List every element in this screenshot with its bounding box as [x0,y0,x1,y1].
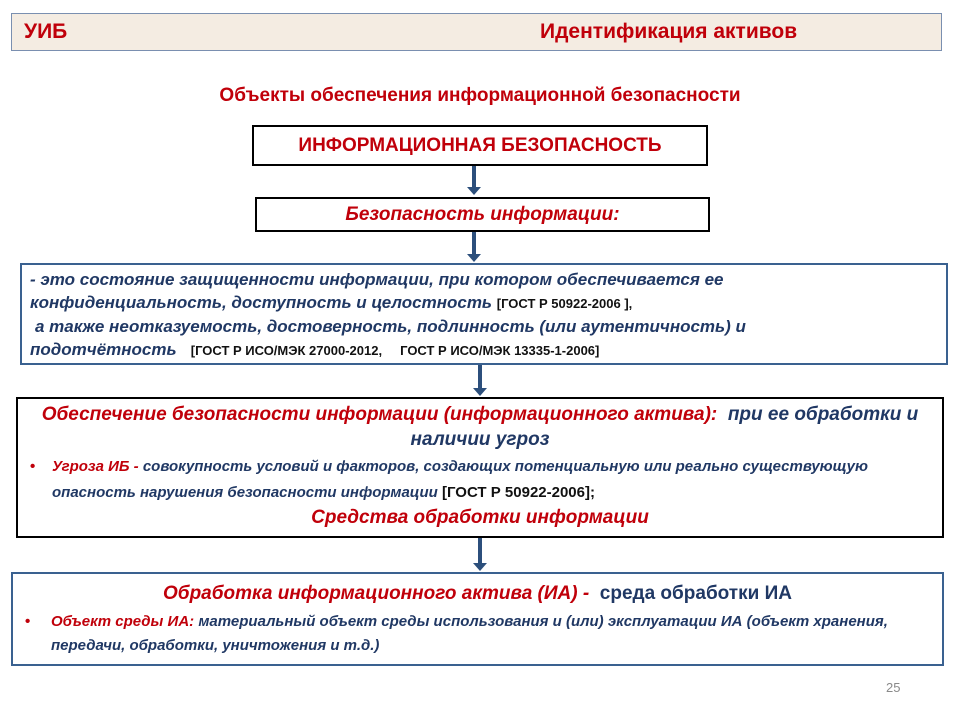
ensuring-security-title [26,402,934,452]
threat-bullet [26,454,934,506]
box-definition [20,263,948,365]
box-information-security-text: ИНФОРМАЦИОННАЯ БЕЗОПАСНОСТЬ [298,135,662,156]
page-number: 25 [886,680,901,695]
ensuring-security-title-red: Обеспечение безопасности информации (информационного актива): [41,404,718,425]
box-ensuring-security [16,397,944,538]
slide-header [11,13,942,51]
box-security-of-information-text: Безопасность информации: [345,204,620,225]
asset-processing-title-red: Обработка информационного актива (ИА) - [163,583,590,604]
arrow-down-1 [472,166,476,188]
threat-bullet-text: совокупность условий и факторов, создающих потенциальную или реально существующую опасность нарушения безопасности информации [52,458,868,501]
arrow-down-4 [478,538,482,564]
processing-means-label: Средства обработки информации [311,507,649,528]
arrow-down-3 [478,365,482,389]
bullet-dot-icon: • [30,458,36,475]
environment-object-text: материальный объект среды использования и (или) эксплуатации ИА (объект хранения, передачи, обработки, уничтожения и т.д.) [51,613,888,654]
header-left-label: УИБ [24,20,68,43]
environment-object-bullet [21,610,934,658]
definition-line-2-text: конфиденциальность, доступность и целостность [30,293,493,312]
gost-reference-2: [ГОСТ Р ИСО/МЭК 27000-2012, ГОСТ Р ИСО/МЭК 13335-1-2006] [190,343,600,358]
definition-line-3-text: а также неотказуемость, достоверность, подлинность (или аутентичность) и [35,317,746,336]
bullet-dot-icon: • [25,613,31,630]
ensuring-security-title-blue: при ее обработки и наличии угроз [410,404,919,450]
definition-line-2 [30,291,938,315]
box-security-of-information [255,197,710,232]
box-asset-processing [11,572,944,666]
environment-object-label: Объект среды ИА: [51,613,195,630]
slide-subtitle: Объекты обеспечения информационной безопасности [219,85,741,106]
asset-processing-title-blue: среда обработки ИА [599,583,792,604]
gost-reference-1: [ГОСТ Р 50922-2006 ], [496,296,633,311]
definition-line-3 [30,315,938,338]
definition-line-4 [30,338,938,362]
box-information-security [252,125,708,166]
asset-processing-title [21,581,934,607]
arrow-down-2 [472,232,476,255]
gost-reference-3: [ГОСТ Р 50922-2006]; [441,484,595,501]
header-right-label: Идентификация активов [540,20,798,43]
definition-line-1: - это состояние защищенности информации, при котором обеспечивается ее [30,270,724,289]
threat-bullet-label: Угроза ИБ - [52,458,139,475]
definition-line-4-text: подотчётность [30,340,177,359]
